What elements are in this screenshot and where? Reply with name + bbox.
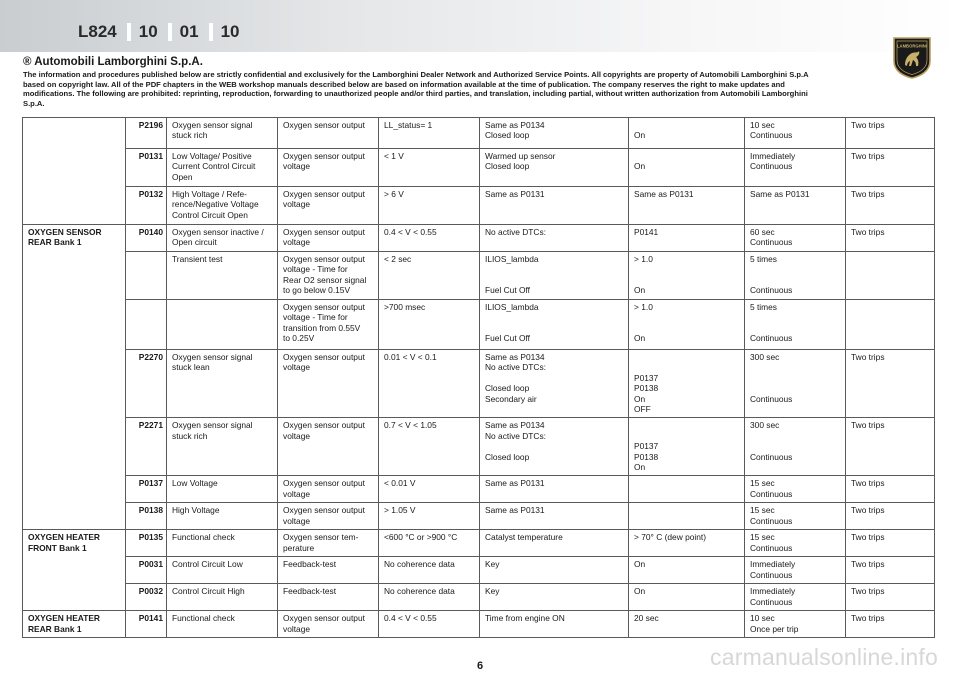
secondary-parameters: Same as P0134 Closed loop — [480, 118, 629, 149]
time-required: 5 times Continuous — [745, 300, 846, 350]
secondary-parameters: Key — [480, 584, 629, 611]
fault-description: Oxygen sensor inactive / Open circuit — [167, 225, 278, 252]
secondary-parameters: Same as P0134 No active DTCs: Closed loop Secondary air — [480, 350, 629, 418]
document-code — [68, 22, 252, 42]
threshold: LL_status= 1 — [379, 118, 480, 149]
fault-description: Oxygen sensor signal stuck lean — [167, 350, 278, 418]
dtc-table — [22, 117, 935, 638]
fault-description: Transient test — [167, 252, 278, 300]
fault-description: Control Circuit Low — [167, 557, 278, 584]
check-strategy: Oxygen sensor output — [278, 118, 379, 149]
table-row — [23, 530, 935, 557]
dtc-code: P0141 — [126, 611, 167, 638]
enable-conditions: > 1.0 On — [629, 300, 745, 350]
secondary-parameters: Same as P0134 No active DTCs: Closed loop — [480, 418, 629, 476]
svg-text:LAMBORGHINI: LAMBORGHINI — [896, 43, 928, 49]
enable-conditions: On — [629, 557, 745, 584]
secondary-parameters: ILIOS_lambda Fuel Cut Off — [480, 300, 629, 350]
dtc-code: P0031 — [126, 557, 167, 584]
threshold: > 1.05 V — [379, 503, 480, 530]
fault-description — [167, 300, 278, 350]
group-cell: OXYGEN SENSOR REAR Bank 1 — [23, 225, 126, 530]
fault-description: Oxygen sensor signal stuck rich — [167, 118, 278, 149]
secondary-parameters: ILIOS_lambda Fuel Cut Off — [480, 252, 629, 300]
threshold: No coherence data — [379, 584, 480, 611]
threshold: 0.4 < V < 0.55 — [379, 611, 480, 638]
time-required: Immediately Continuous — [745, 584, 846, 611]
table-row — [23, 418, 935, 476]
table-row — [23, 118, 935, 149]
mil-illumination: Two trips — [846, 418, 935, 476]
enable-conditions: On — [629, 149, 745, 187]
time-required: Immediately Continuous — [745, 557, 846, 584]
time-required: 15 sec Continuous — [745, 476, 846, 503]
code-subsection: 10 — [211, 22, 252, 42]
lamborghini-logo-icon — [891, 35, 933, 79]
dtc-code: P0032 — [126, 584, 167, 611]
watermark: carmanualsonline.info — [710, 644, 938, 670]
mil-illumination: Two trips — [846, 584, 935, 611]
table-row — [23, 503, 935, 530]
dtc-code: P0140 — [126, 225, 167, 252]
table-row — [23, 225, 935, 252]
fault-description: High Voltage / Refe- rence/Negative Voltage Control Circuit Open — [167, 187, 278, 225]
check-strategy: Oxygen sensor output voltage - Time for transition from 0.55V to 0.25V — [278, 300, 379, 350]
enable-conditions: P0137 P0138 On OFF — [629, 350, 745, 418]
time-required: 15 sec Continuous — [745, 530, 846, 557]
code-section: 01 — [170, 22, 211, 42]
mil-illumination: Two trips — [846, 187, 935, 225]
check-strategy: Oxygen sensor output voltage — [278, 611, 379, 638]
check-strategy: Feedback-test — [278, 584, 379, 611]
fault-description: Control Circuit High — [167, 584, 278, 611]
threshold: 0.4 < V < 0.55 — [379, 225, 480, 252]
check-strategy: Feedback-test — [278, 557, 379, 584]
fault-description: Functional check — [167, 611, 278, 638]
mil-illumination: Two trips — [846, 530, 935, 557]
fault-description: Low Voltage — [167, 476, 278, 503]
fault-description: Low Voltage/ Positive Current Control Circuit Open — [167, 149, 278, 187]
time-required: 300 sec Continuous — [745, 418, 846, 476]
enable-conditions: On — [629, 584, 745, 611]
secondary-parameters: Same as P0131 — [480, 476, 629, 503]
dtc-code: P2270 — [126, 350, 167, 418]
secondary-parameters: Same as P0131 — [480, 187, 629, 225]
table-row — [23, 252, 935, 300]
table-row — [23, 149, 935, 187]
threshold: < 1 V — [379, 149, 480, 187]
check-strategy: Oxygen sensor output voltage - Time for Rear O2 sensor signal to go below 0.15V — [278, 252, 379, 300]
enable-conditions: > 70° C (dew point) — [629, 530, 745, 557]
dtc-code: P0132 — [126, 187, 167, 225]
secondary-parameters: Catalyst temperature — [480, 530, 629, 557]
dtc-code: P0138 — [126, 503, 167, 530]
check-strategy: Oxygen sensor tem- perature — [278, 530, 379, 557]
table-row — [23, 187, 935, 225]
threshold: 0.7 < V < 1.05 — [379, 418, 480, 476]
group-cell: OXYGEN HEATER REAR Bank 1 — [23, 611, 126, 638]
enable-conditions: > 1.0 On — [629, 252, 745, 300]
dtc-code — [126, 252, 167, 300]
check-strategy: Oxygen sensor output voltage — [278, 476, 379, 503]
dtc-code: P2271 — [126, 418, 167, 476]
secondary-parameters: Time from engine ON — [480, 611, 629, 638]
time-required: 300 sec Continuous — [745, 350, 846, 418]
mil-illumination: Two trips — [846, 149, 935, 187]
table-row — [23, 557, 935, 584]
time-required: 10 sec Once per trip — [745, 611, 846, 638]
mil-illumination: Two trips — [846, 118, 935, 149]
mil-illumination: Two trips — [846, 611, 935, 638]
time-required: 15 sec Continuous — [745, 503, 846, 530]
check-strategy: Oxygen sensor output voltage — [278, 149, 379, 187]
check-strategy: Oxygen sensor output voltage — [278, 418, 379, 476]
secondary-parameters: Warmed up sensor Closed loop — [480, 149, 629, 187]
mil-illumination: Two trips — [846, 557, 935, 584]
check-strategy: Oxygen sensor output voltage — [278, 503, 379, 530]
enable-conditions: On — [629, 118, 745, 149]
time-required: 60 sec Continuous — [745, 225, 846, 252]
enable-conditions: 20 sec — [629, 611, 745, 638]
secondary-parameters: Key — [480, 557, 629, 584]
table-row — [23, 350, 935, 418]
secondary-parameters: Same as P0131 — [480, 503, 629, 530]
time-required: Immediately Continuous — [745, 149, 846, 187]
fault-description: Oxygen sensor signal stuck rich — [167, 418, 278, 476]
mil-illumination: Two trips — [846, 503, 935, 530]
code-group: 10 — [129, 22, 170, 42]
dtc-code: P0131 — [126, 149, 167, 187]
mil-illumination: Two trips — [846, 350, 935, 418]
table-row — [23, 476, 935, 503]
threshold: 0.01 < V < 0.1 — [379, 350, 480, 418]
threshold: <600 °C or >900 °C — [379, 530, 480, 557]
mil-illumination: Two trips — [846, 476, 935, 503]
enable-conditions: P0137 P0138 On — [629, 418, 745, 476]
company-name: ® Automobili Lamborghini S.p.A. — [23, 56, 203, 68]
copyright-notice: The information and procedures published below are strictly confidential and exclusively for the Lamborghini Dealer Network and Authorized Service Points. All copyrights are property of Automobili Lamborghini S.p.A based on copyright law. All of the PDF chapters in the WEB workshop manuals described below are based on information available at the time of publication. The company reserves the right to make updates and modifications. The following are prohibited: reprinting, reproduction, forwarding to unauthorized people and/or third parties, and translation, including partial, without written authorization from Automobili Lamborghini S.p.A. — [23, 70, 809, 108]
dtc-code — [126, 300, 167, 350]
threshold: < 0.01 V — [379, 476, 480, 503]
page-number: 6 — [476, 660, 484, 672]
mil-illumination — [846, 252, 935, 300]
mil-illumination — [846, 300, 935, 350]
time-required: Same as P0131 — [745, 187, 846, 225]
check-strategy: Oxygen sensor output voltage — [278, 187, 379, 225]
threshold: >700 msec — [379, 300, 480, 350]
time-required: 5 times Continuous — [745, 252, 846, 300]
dtc-code: P0135 — [126, 530, 167, 557]
check-strategy: Oxygen sensor output voltage — [278, 225, 379, 252]
threshold: < 2 sec — [379, 252, 480, 300]
dtc-code: P0137 — [126, 476, 167, 503]
enable-conditions — [629, 476, 745, 503]
enable-conditions — [629, 503, 745, 530]
enable-conditions: P0141 — [629, 225, 745, 252]
time-required: 10 sec Continuous — [745, 118, 846, 149]
table-row — [23, 300, 935, 350]
threshold: No coherence data — [379, 557, 480, 584]
fault-description: High Voltage — [167, 503, 278, 530]
check-strategy: Oxygen sensor output voltage — [278, 350, 379, 418]
threshold: > 6 V — [379, 187, 480, 225]
enable-conditions: Same as P0131 — [629, 187, 745, 225]
table-row — [23, 584, 935, 611]
group-cell — [23, 118, 126, 225]
secondary-parameters: No active DTCs: — [480, 225, 629, 252]
mil-illumination: Two trips — [846, 225, 935, 252]
group-cell: OXYGEN HEATER FRONT Bank 1 — [23, 530, 126, 611]
table-row — [23, 611, 935, 638]
code-model: L824 — [78, 22, 117, 41]
dtc-code: P2196 — [126, 118, 167, 149]
fault-description: Functional check — [167, 530, 278, 557]
